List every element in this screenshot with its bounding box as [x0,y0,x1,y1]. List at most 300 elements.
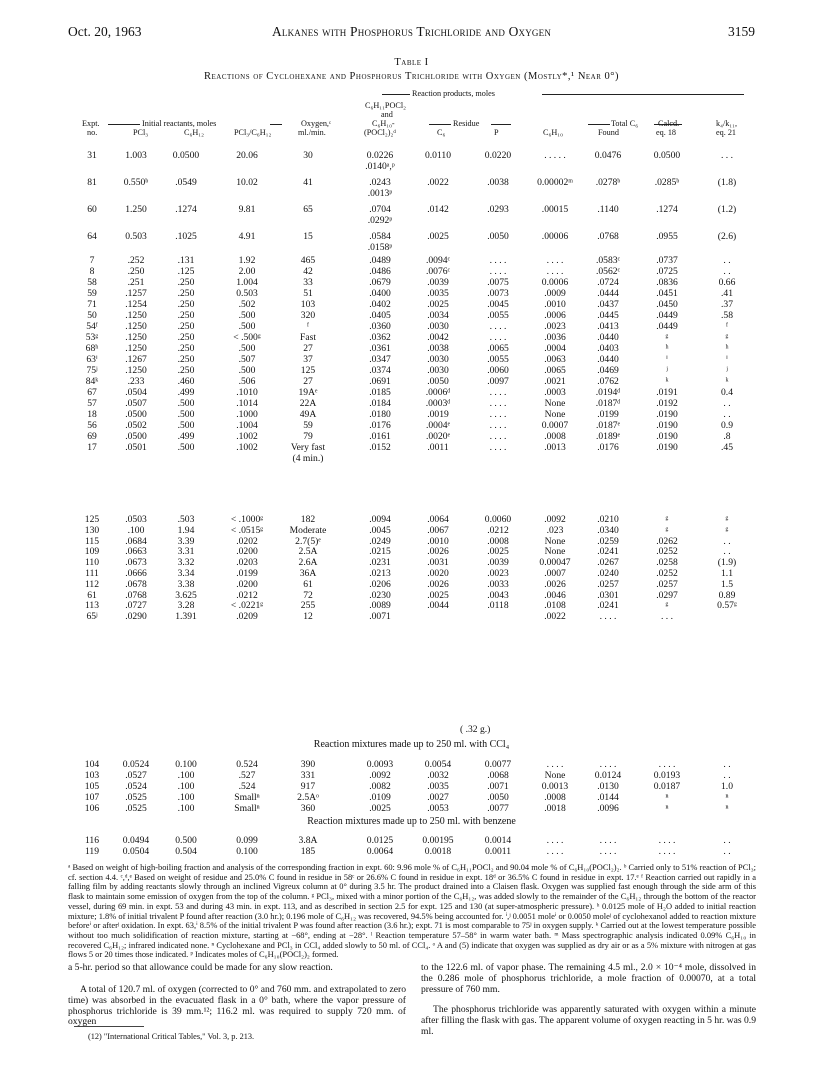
table-cell: 0.57ᵍ [717,600,737,612]
table-cell: .0023 [487,568,509,579]
hdr-oxygen-unit: ml./min. [298,128,326,137]
hdr-pcl3: PCl₃ [133,128,149,137]
table-cell: 0.0494 [122,835,150,846]
table-cell: 255 [300,600,316,612]
table-cell: .100 [177,802,195,814]
table-cell: .0500 [125,431,147,443]
table-cell: .500 [177,398,195,410]
table-cell: None [544,546,566,558]
issue-date: Oct. 20, 1963 [68,24,142,39]
table-cell: .0192 [656,398,678,410]
table-cell: .0340 [597,524,619,536]
table-cell: None [544,409,566,421]
total-header: Total C₆ [611,119,639,128]
table-cell: 41 [303,177,313,188]
table-cell: . . . . [658,759,676,770]
table-cell: .0562ᶜ [595,266,621,278]
table-cell: .0184 [369,398,391,410]
table-cell: .0065 [544,365,566,377]
table-cell: .0507 [125,398,147,410]
table-cell: .1250 [125,310,147,322]
table-cell: .500 [177,442,195,454]
table-cell: 0.0193 [653,769,681,781]
table-cell: .0704 [369,204,391,215]
table-cell: 119 [84,845,100,857]
hdr-expt: Expt. [82,119,100,128]
table-cell: 0.66 [718,277,736,289]
table-cell: .0060 [487,365,509,377]
table-cell: .0032 [427,769,449,781]
table-cell: 1.94 [177,524,195,536]
body-right-para-2: The phosphorus trichloride was apparently saturated with oxygen within a minute after filling the flask with gas. The apparent volume of oxygen reacting in 5 hr. was 0.9 ml. [421,1004,756,1037]
table-cell: .0292ᵖ [367,215,393,227]
initial-header: Initial reactants, moles [142,119,217,128]
table-cell: . . . . [599,759,617,770]
table-cell: .0030 [427,321,449,333]
table-cell: .0094ᶜ [425,255,451,266]
table-cell: .0190 [656,409,678,421]
table-cell: .0140ᵃ,ᵖ [365,161,395,173]
table-cell: ⁱ [666,354,668,366]
table-cell: 360 [300,802,316,814]
table-cell: .0500 [125,409,147,421]
table-cell: .0033 [487,578,509,590]
table-cell: .0180 [369,409,391,421]
table-cell: 59 [303,420,313,432]
table-cell: 60 [87,204,97,215]
table-cell: .1025 [175,231,197,242]
table-cell: .0737 [656,255,678,266]
table-cell: .0360 [369,321,391,333]
table-cell: < .1000ᵍ [230,514,264,525]
table-cell: (4 min.) [292,453,324,465]
table-cell: .0003 [544,387,566,399]
table-cell: 64 [87,231,97,242]
table-cell: ⁿ [725,791,729,803]
hdr-pocl-4: (POCl₂)₂ᵈ [364,128,396,137]
table-cell: .0210 [597,514,619,525]
table-cell: .0089 [369,600,391,612]
table-cell: .0449 [656,321,678,333]
table-cell: .0230 [369,589,391,601]
reference-12: (12) "International Critical Tables," Vol. 3, p. 213. [88,1032,255,1041]
table-cell: (1.9) [717,557,737,569]
table-cell: 111 [85,568,99,579]
table-cell: .0050 [487,231,509,242]
table-cell: .0055 [487,310,509,322]
table-cell: .0071 [487,780,509,792]
table-cell: 1.92 [238,255,256,266]
table-cell: .0009 [544,288,566,300]
table-cell: .0073 [487,288,509,300]
table-cell: .0022 [427,177,449,188]
table-cell: 65 [303,204,313,215]
table-cell: .0045 [487,299,509,311]
table-cell: .0449 [656,310,678,322]
table-cell: . . . . [546,835,564,846]
table-cell: . . [723,398,731,410]
table-cell: .0199 [236,568,258,579]
table-cell: .502 [238,299,256,311]
table-cell: 3.8A [298,835,318,846]
table-cell: .0583ᶜ [595,255,621,266]
table-cell: .0035 [427,288,449,300]
table-cell: . . . . [489,409,507,421]
table-cell: 2.5Aᵒ [297,791,319,803]
table-cell: < .0515ᵍ [230,524,264,536]
table-cell: 0.099 [236,835,258,846]
table-cell: . . . [661,611,673,623]
table-cell: 103 [300,299,316,311]
table-cell: .0039 [427,277,449,289]
table-cell: 0.0500 [172,150,200,161]
table-cell: .0549 [175,177,197,188]
table-cell: .0161 [369,431,391,443]
table-cell: .0158ᵖ [367,242,393,254]
table-cell: 1.250 [125,204,147,215]
table-cell: .0347 [369,354,391,366]
table-cell: Fast [300,332,316,344]
table-cell: .0008 [487,535,509,547]
table-cell: None [544,535,566,547]
hdr-found: Found [598,128,619,137]
table-cell: .0076ᶜ [425,266,451,278]
table-cell: 3.38 [177,578,195,590]
table-cell: .0673 [125,557,147,569]
table-cell: .0026 [427,578,449,590]
table-cell: .0257 [656,578,678,590]
table-cell: .0955 [656,231,678,242]
table-cell: . . [723,535,731,547]
table-cell: 110 [84,557,100,569]
table-cell: < .500ᵍ [233,332,261,344]
table-cell: 1.0 [721,780,733,792]
table-cell: 3.34 [177,568,195,579]
table-cell: .0584 [369,231,391,242]
table-cell: .0071 [369,611,391,623]
table-cell: .0267 [597,557,619,569]
table-cell: .0504 [125,387,147,399]
table-cell: .0437 [597,299,619,311]
table-cell: .0241 [597,600,619,612]
table-cell: .0413 [597,321,619,333]
table-cell: .0096 [597,802,619,814]
table-cell: .0008 [544,791,566,803]
hdr-pocl-3: C₆H₁₀- [372,119,395,128]
table-cell: 0.0013 [541,780,569,792]
table-cell: .0022 [544,611,566,623]
table-cell: .0011 [427,442,449,454]
table-cell: ᵍ [725,524,729,536]
hdr-calcd-2: eq. 18 [656,128,677,137]
table-cell: .100 [177,769,195,781]
table-cell: 0.0011 [484,845,512,857]
table-cell: 56 [87,420,97,432]
table-cell: 0.100 [175,759,197,770]
table-cell: .1267 [125,354,147,366]
table-cell: .0050 [427,376,449,388]
table-cell: .0257 [597,578,619,590]
table-cell: .250 [177,332,195,344]
section-benzene: Reaction mixtures made up to 250 ml. with benzene [307,816,516,827]
table-cell: .250 [177,277,195,289]
table-cell: .0108 [544,600,566,612]
table-cell: .0440 [597,332,619,344]
table-cell: .0043 [487,589,509,601]
table-cell: .503 [177,514,195,525]
table-cell: 49A [299,409,317,421]
table-cell: .0039 [487,557,509,569]
table-cell: .499 [177,431,195,443]
table-cell: 0.00047 [539,557,571,569]
table-cell: . . . . [489,321,507,333]
table-cell: .0203 [236,557,258,569]
table-cell: Smallⁿ [234,802,260,814]
page-number: 3159 [728,24,755,39]
table-cell: .0679 [369,277,391,289]
table-cell: 0.500 [175,835,197,846]
table-cell: . . . . [489,266,507,278]
table-cell: .0118 [487,600,509,612]
body-left-para-2: A total of 120.7 ml. of oxygen (corrected to 0° and 760 mm. and extrapolated to zero time) was absorbed in the evacuated flask in a 0° bath, where the vapor pressure of phosphorus trichloride is 39 mm.¹²; 116.2 ml. was required to supply 720 mm. of oxygen [68,984,406,1028]
table-cell: .0400 [369,288,391,300]
table-cell: Very fast [290,442,326,454]
table-cell: .0209 [236,611,258,623]
table-cell: 0.0007 [541,420,569,432]
table-cell: 0.504 [175,845,197,857]
table-cell: .500 [238,310,256,322]
hdr-calcd-1: Calcd. [658,119,680,128]
table-cell: .0187ᵉ [595,420,621,432]
table-cell: ᶠ [306,321,310,333]
table-cell: 116 [84,835,100,846]
rule [491,124,511,125]
rule [270,124,282,125]
table-cell: .250 [177,354,195,366]
table-cell: .250 [127,266,145,278]
table-caption: Reactions of Cyclohexane and Phosphorus Trichloride with Oxygen (Mostly*,¹ Near 0°) [204,71,619,82]
table-cell: 79 [303,431,313,443]
table-cell: .0053 [427,802,449,814]
table-cell: None [544,398,566,410]
table-cell: 17 [87,442,97,454]
table-cell: .460 [177,376,195,388]
table-cell: .100 [127,524,145,536]
rule [108,124,140,125]
table-cell: .250 [177,343,195,355]
table-cell: .0297 [656,589,678,601]
table-cell: 105 [84,780,100,792]
table-cell: .250 [177,288,195,300]
body-left-para-1: a 5-hr. period so that allowance could be made for any slow reaction. [68,962,333,973]
table-cell: 50 [87,310,97,322]
table-cell: .0027 [427,791,449,803]
table-cell: 0.0524 [122,759,150,770]
table-cell: .0278ᵇ [595,177,621,188]
table-cell: .0252 [656,546,678,558]
hdr-c6h12: C₆H₁₂ [184,128,204,137]
table-cell: 63ⁱ [86,354,98,366]
table-cell: 81 [87,177,97,188]
table-cell: 18 [87,409,97,421]
table-cell: 10.02 [236,177,258,188]
table-cell: 103 [84,769,100,781]
table-cell: .252 [127,255,145,266]
table-cell: .507 [238,354,256,366]
table-cell: . . . . [546,759,564,770]
table-cell: 65ʲ [86,611,98,623]
table-cell: 0.0018 [424,845,452,857]
table-cell: 0.0054 [424,759,452,770]
table-cell: .0187ᵈ [595,398,621,410]
table-cell: . . [723,759,731,770]
table-cell: ʰ [725,343,729,355]
table-cell: .0092 [544,514,566,525]
table-cell: ⁱ [726,354,728,366]
table-cell: .500 [177,420,195,432]
table-cell: 113 [84,600,100,612]
table-cell: .0285ᵇ [654,177,680,188]
table-cell: 1.1 [721,568,733,579]
table-cell: 115 [84,535,100,547]
table-cell: . . . . [546,845,564,857]
table-cell: ᵍ [665,332,669,344]
table-cell: .0094 [369,514,391,525]
table-cell: .0034 [427,310,449,322]
table-cell: . . . . [546,266,564,278]
table-cell: 1.391 [175,611,197,623]
table-cell: 36A [299,568,317,579]
table-cell: .0018 [544,802,566,814]
table-cell: .0025 [369,802,391,814]
table-cell: 75ʲ [86,365,98,377]
table-cell: 0.4 [721,387,733,399]
table-cell: 54ᶠ [86,321,98,333]
table-cell: 0.0093 [366,759,394,770]
table-cell: .0525 [125,791,147,803]
table-cell: .0020 [427,568,449,579]
table-cell: .0361 [369,343,391,355]
table-cell: . . . . [658,845,676,857]
table-cell: . . [723,546,731,558]
table-cell: .0023 [544,321,566,333]
table-cell: .0185 [369,387,391,399]
table-cell: .527 [238,769,256,781]
table-cell: 125 [300,365,316,377]
table-cell: 1.003 [125,150,147,161]
table-cell: .131 [177,255,195,266]
table-cell: .100 [177,791,195,803]
table-cell: 20.06 [236,150,258,161]
table-cell: .0202 [236,535,258,547]
table-cell: .1140 [597,204,619,215]
table-cell: .0240 [597,568,619,579]
hdr-pocl-2: and [381,110,393,119]
table-cell: 12 [303,611,313,623]
running-header [68,24,755,42]
table-cell: . . . [721,150,733,161]
table-cell: 72 [303,589,313,601]
table-cell: .0045 [369,524,391,536]
table-cell: 0.0110 [424,150,452,161]
table-cell: .0469 [597,365,619,377]
table-cell: .1250 [125,321,147,333]
table-cell: 917 [300,780,316,792]
table-cell: .0006 [544,310,566,322]
table-cell: .0199 [597,409,619,421]
article-title: Alkanes with Phosphorus Trichloride and Oxygen [271,24,552,39]
hdr-expt-no: no. [87,128,98,137]
table-cell: .0191 [656,387,678,399]
table-cell: .0008 [544,431,566,443]
table-cell: .0077 [487,802,509,814]
reference-rule [74,1026,144,1027]
table-cell: . . [723,845,731,857]
table-cell: (1.2) [717,204,737,215]
table-cell: .0503 [125,514,147,525]
table-cell: None [544,769,566,781]
table-cell: ʰ [665,343,669,355]
table-cell: ᵍ [665,524,669,536]
table-cell: .0031 [427,557,449,569]
table-cell: .0026 [544,578,566,590]
table-cell: 58 [87,277,97,289]
table-cell: 61 [303,578,313,590]
hdr-res-p: P [494,128,499,137]
table-cell: .0405 [369,310,391,322]
table-cell: .1250 [125,343,147,355]
table-cell: 107 [84,791,100,803]
table-cell: .0046 [544,589,566,601]
table-cell: 320 [300,310,316,322]
table-cell: 68ʰ [85,343,99,355]
table-cell: 0.0125 [366,835,394,846]
table-cell: .0290 [125,611,147,623]
table-cell: . . . . [599,845,617,857]
table-cell: 71 [87,299,97,311]
table-cell: .0038 [487,177,509,188]
table-cell: .0489 [369,255,391,266]
table-cell: .0524 [125,780,147,792]
table-cell: .0451 [656,288,678,300]
table-cell: 112 [84,578,100,590]
table-cell: .8 [723,431,731,443]
table-cell: .506 [238,376,256,388]
table-cell: .0215 [369,546,391,558]
table-cell: 31 [87,150,97,161]
table-cell: 0.0476 [594,150,622,161]
table-cell: 130 [84,524,100,536]
table-cell: 0.0226 [366,150,394,161]
table-cell: .0189ᵉ [595,431,621,443]
table-cell: < .0221ᵍ [230,600,264,612]
table-cell: .0176 [597,442,619,454]
hdr-res-c6: C₆ [437,128,446,137]
table-cell: .0403 [597,343,619,355]
table-cell: 125 [84,514,100,525]
table-cell: .0212 [487,524,509,536]
table-cell: .1002 [236,442,258,454]
table-cell: 9.81 [238,204,256,215]
table-cell: 3.31 [177,546,195,558]
table-cell: .250 [177,299,195,311]
table-cell: .0762 [597,376,619,388]
table-cell: .0042 [427,332,449,344]
table-cell: .100 [177,780,195,792]
table-cell: .0130 [597,780,619,792]
table-cell: .0176 [369,420,391,432]
table-cell: 2.00 [238,266,256,278]
